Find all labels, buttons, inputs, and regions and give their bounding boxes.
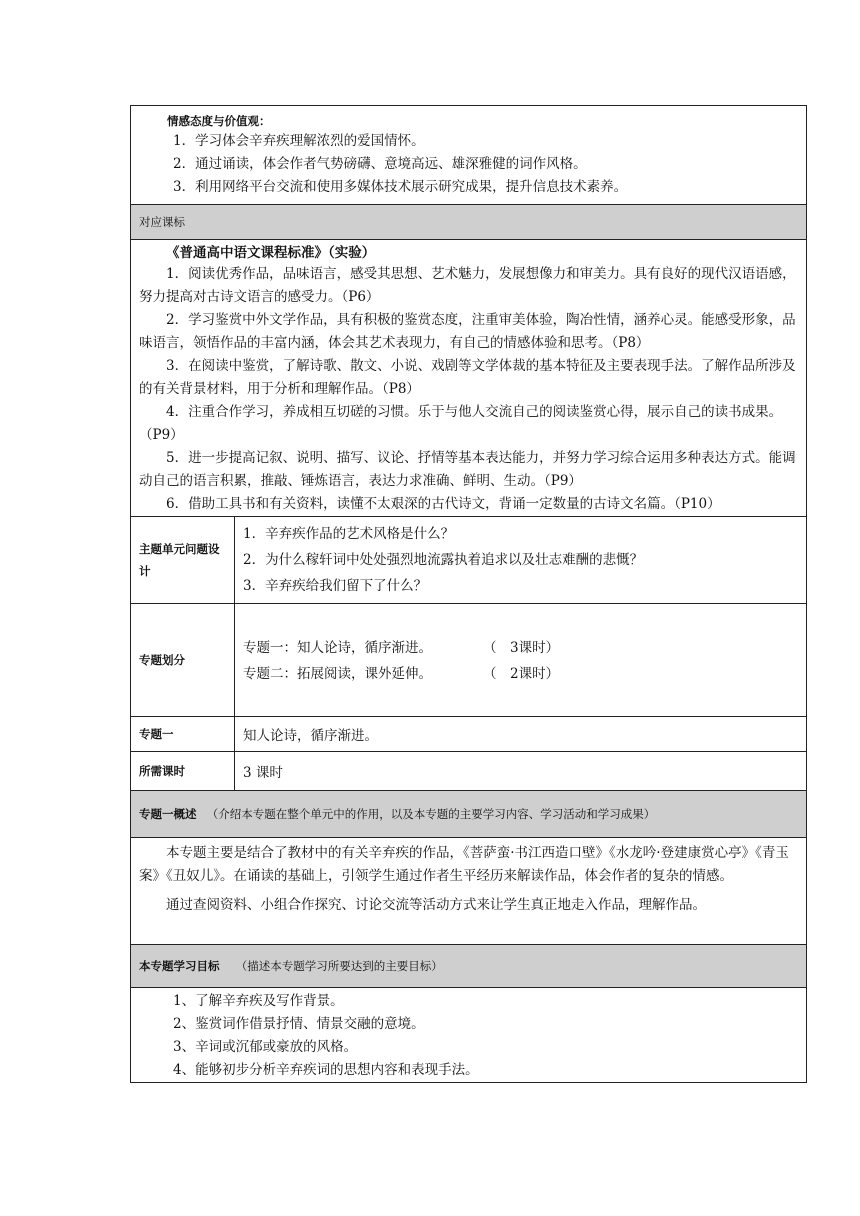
- question-item-1: 1．辛弃疾作品的艺术风格是什么？: [243, 526, 455, 542]
- emotion-cell: [131, 106, 807, 205]
- goal-item-3: 3、辛词或沉郁或豪放的风格。: [173, 1039, 358, 1055]
- standards-item-4: 4．注重合作学习，养成相互切磋的习惯。乐于与他人交流自己的阅读鉴赏心得，展示自己的读书成果。（P9）: [139, 404, 783, 443]
- overview-cell: [131, 838, 807, 945]
- standards-row: [131, 240, 807, 517]
- standards-item-6: 6．借助工具书和有关资料，读懂不太艰深的古代诗文，背诵一定数量的古诗文名篇。（P10）: [166, 496, 721, 512]
- unit-design-table: [130, 105, 807, 1083]
- overview-paragraph-2: 通过查阅资料、小组合作探究、讨论交流等活动方式来让学生真正地走入作品，理解作品。: [166, 897, 706, 913]
- goals-header: [131, 945, 807, 988]
- division-cell: [235, 604, 807, 717]
- overview-row: [131, 838, 807, 945]
- standards-item-3: 3．在阅读中鉴赏，了解诗歌、散文、小说、戏剧等文学体裁的基本特征及主要表现手法。了解作品所涉及的有关背景材料，用于分析和理解作品。（P8）: [139, 358, 796, 397]
- goals-label: 本专题学习目标: [139, 959, 220, 973]
- goals-note: （描述本专题学习所要达到的主要目标）: [235, 959, 443, 973]
- standards-item-2: 2．学习鉴赏中外文学作品，具有积极的鉴赏态度，注重审美体验，陶冶性情，涵养心灵。能感受形象，品味语言，领悟作品的丰富内涵，体会其艺术表现力，有自己的情感体验和思考。（P8）: [139, 312, 796, 351]
- hours-value: 3 课时: [235, 752, 807, 791]
- division-item-2: [243, 661, 798, 687]
- division-hours-1: （ 3课时）: [483, 640, 560, 656]
- overview-header: [131, 791, 807, 838]
- emotion-item-1: 1．学习体会辛弃疾理解浓烈的爱国情怀。: [173, 133, 425, 149]
- questions-row: [131, 517, 807, 604]
- goal-item-2: 2、鉴赏词作借景抒情、情景交融的意境。: [173, 1016, 425, 1032]
- goals-header-row: [131, 945, 807, 988]
- overview-label: 专题一概述: [139, 807, 197, 821]
- standards-cell: [131, 240, 807, 517]
- overview-paragraph-1: 本专题主要是结合了教材中的有关辛弃疾的作品，《菩萨蛮·书江西造口壁》《水龙吟·登建康赏心亭》《青玉案》《丑奴儿》。在诵读的基础上，引领学生通过作者生平经历来解读作品，体会作者的复杂的情感。: [139, 845, 789, 884]
- standards-item-5: 5．进一步提高记叙、说明、描写、议论、抒情等基本表达能力，并努力学习综合运用多种表达方式。能调动自己的语言积累，推敲、锤炼语言，表达力求准确、鲜明、生动。（P9）: [139, 450, 796, 489]
- topic1-row: [131, 717, 807, 752]
- hours-row: [131, 752, 807, 791]
- goal-item-1: 1、了解辛弃疾及写作背景。: [173, 993, 344, 1009]
- emotion-item-2: 2．通过诵读，体会作者气势磅礴、意境高远、雄深雅健的词作风格。: [173, 156, 587, 172]
- emotion-item-3: 3．利用网络平台交流和使用多媒体技术展示研究成果，提升信息技术素养。: [173, 179, 628, 195]
- division-item-1: [243, 635, 798, 661]
- emotion-row: [131, 106, 807, 205]
- emotion-heading: 情感态度与价值观：: [167, 114, 271, 128]
- division-topic-2: 专题二：拓展阅读，课外延伸。: [243, 666, 432, 682]
- question-item-2: 2．为什么稼轩词中处处强烈地流露执着追求以及壮志难酬的悲慨？: [243, 552, 644, 568]
- division-topic-1: 专题一：知人论诗，循序渐进。: [243, 640, 432, 656]
- topic1-label: 专题一: [131, 717, 235, 752]
- question-item-3: 3．辛弃疾给我们留下了什么？: [243, 578, 428, 594]
- division-label: 专题划分: [131, 604, 235, 717]
- goal-item-4: 4、能够初步分析辛弃疾词的思想内容和表现手法。: [173, 1062, 479, 1078]
- division-hours-2: （ 2课时）: [483, 666, 560, 682]
- standards-label-row: [131, 205, 807, 240]
- questions-label: 主题单元问题设计: [131, 517, 235, 604]
- questions-cell: [235, 517, 807, 604]
- overview-note: （介绍本专题在整个单元中的作用，以及本专题的主要学习内容、学习活动和学习成果）: [206, 807, 656, 821]
- standards-title: 《普通高中语文课程标准》（实验）: [166, 245, 376, 261]
- hours-label: 所需课时: [131, 752, 235, 791]
- standards-item-1: 1．阅读优秀作品，品味语言，感受其思想、艺术魅力，发展想像力和审美力。具有良好的现代汉语语感，努力提高对古诗文语言的感受力。（P6）: [139, 266, 796, 305]
- standards-section-label: 对应课标: [131, 205, 807, 240]
- topic1-value: 知人论诗，循序渐进。: [235, 717, 807, 752]
- document-page: [130, 105, 806, 1083]
- division-row: [131, 604, 807, 717]
- overview-header-row: [131, 791, 807, 838]
- goals-row: [131, 988, 807, 1083]
- goals-cell: [131, 988, 807, 1083]
